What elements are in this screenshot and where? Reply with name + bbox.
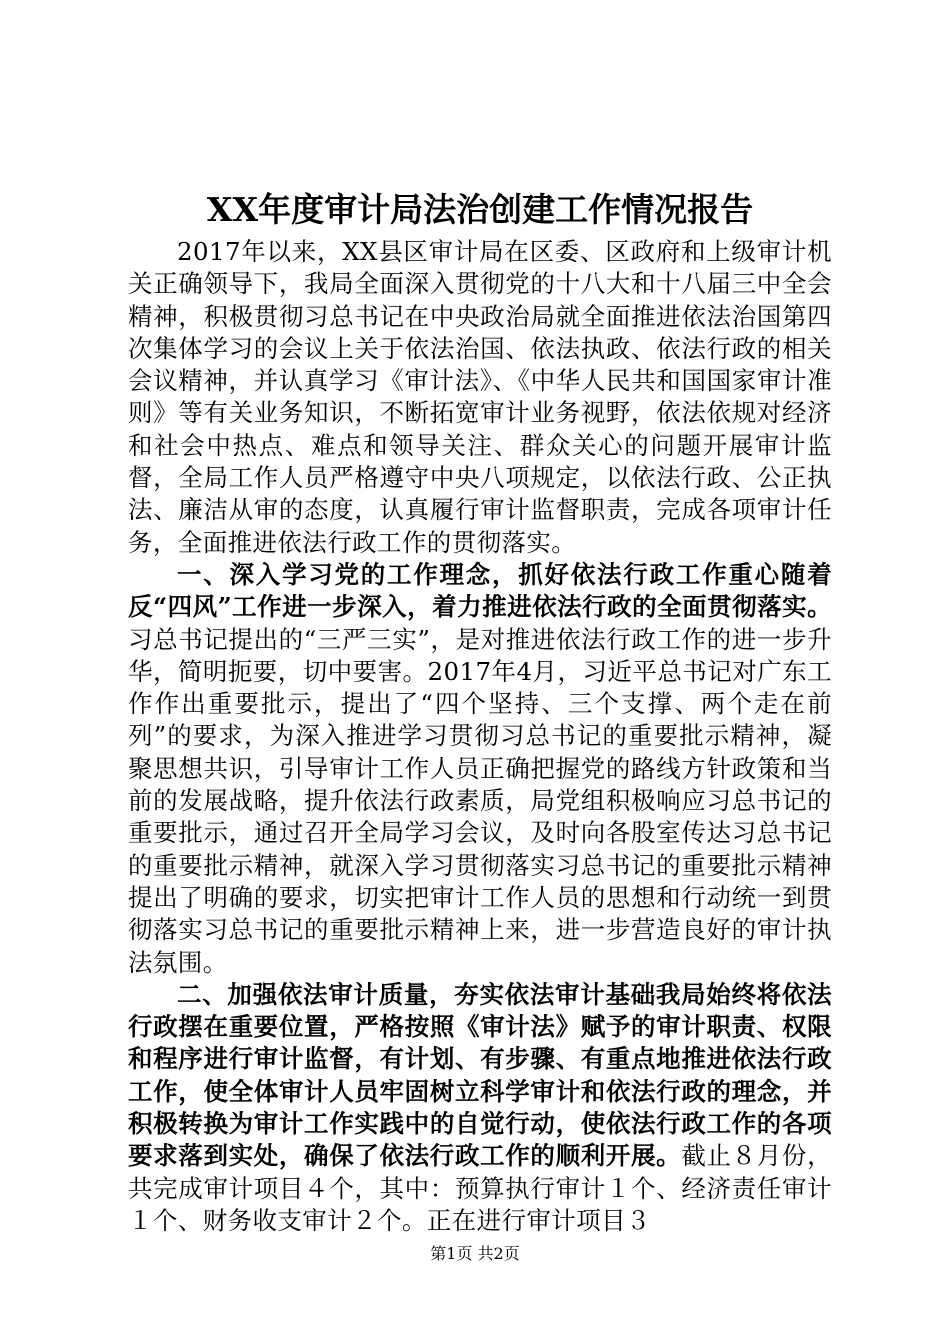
section-1-body: 习总书记提出的“三严三实”，是对推进依法行政工作的进一步升华，简明扼要，切中要害。2017年4月，习近平总书记对广东工作作出重要批示，提出了“四个坚持、三个支撑、两个走在前列”的要求，为深入推进学习贯彻习总书记的重要批示精神，凝聚思想共识，引导审计工作人员正确把握党的路线方针政策和当前的发展战略，提升依法行政素质，局党组积极响应习总书记的重要批示，通过召开全局学习会议，及时向各股室传达习总书记的重要批示精神，就深入学习贯彻落实习总书记的重要批示精神提出了明确的要求，切实把审计工作人员的思想和行动统一到贯彻落实习总书记的重要批示精神上来，进一步营造良好的审计执法氛围。 <box>128 624 832 977</box>
paragraph-intro <box>128 236 832 559</box>
page-number-footer: 第1页 共2页 <box>430 1244 520 1263</box>
paragraph-section-2 <box>128 979 832 1237</box>
section-2-heading: 二、加强依法审计质量，夯实依法审计基础我局始终将依法行政摆在重要位置，严格按照《审计法》赋予的审计职责、权限和程序进行审计监督，有计划、有步骤、有重点地推进依法行政工作，使全体审计人员牢固树立科学审计和依法行政的理念，并积极转换为审计工作实践中的自觉行动，使依法行政工作的各项要求落到实处，确保了依法行政工作的顺利开展。 <box>128 979 832 1171</box>
document-page <box>128 184 832 1237</box>
paragraph-body: 2017年以来，XX县区审计局在区委、区政府和上级审计机关正确领导下，我局全面深入贯彻党的十八大和十八届三中全会精神，积极贯彻习总书记在中央政治局就全面推进依法治国第四次集体学习的会议上关于依法治国、依法执政、依法行政的相关会议精神，并认真学习《审计法》、《中华人民共和国国家审计准则》等有关业务知识，不断拓宽审计业务视野，依法依规对经济和社会中热点、难点和领导关注、群众关心的问题开展审计监督，全局工作人员严格遵守中央八项规定，以依法行政、公正执法、廉洁从审的态度，认真履行审计监督职责，完成各项审计任务，全面推进依法行政工作的贯彻落实。 <box>128 237 832 557</box>
document-title: XX年度审计局法治创建工作情况报告 <box>206 190 754 229</box>
section-1-heading: 一、深入学习党的工作理念，抓好依法行政工作重心随着反“四风”工作进一步深入，着力推进依法行政的全面贯彻落实。 <box>128 559 832 622</box>
section-2-body: 截止８月份，共完成审计项目４个，其中：预算执行审计１个、经济责任审计１个、财务收支审计２个。正在进行审计项目３ <box>128 1141 832 1235</box>
paragraph-section-1 <box>128 559 832 979</box>
